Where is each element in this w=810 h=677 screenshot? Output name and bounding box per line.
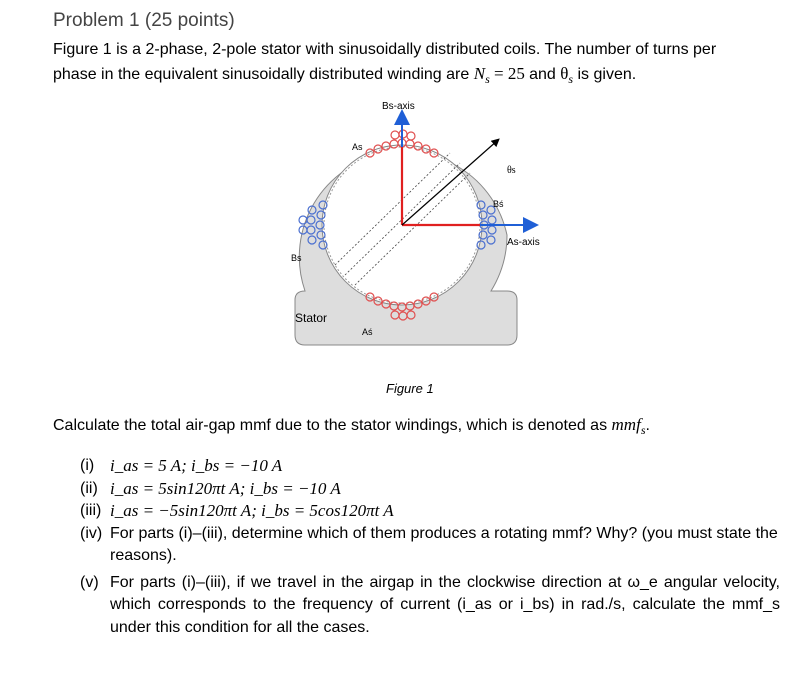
question-item-ii: (ii) i_as = 5sin120πt A; i_bs = −10 A <box>80 478 341 498</box>
label-stator: Stator <box>295 311 328 325</box>
label-as-bottom: Aś <box>362 327 373 337</box>
label-as-axis: As-axis <box>507 237 540 248</box>
figure-caption: Figure 1 <box>386 381 434 396</box>
problem-intro <box>53 38 783 91</box>
label-bs-right: Bś <box>493 199 504 209</box>
question-item-v: (v) For parts (i)–(iii), if we travel in the airgap in the clockwise direction at ω_e angular velocity, which corresponds to the frequency of current (i_as or i_bs) in rad./s, calculate the mmf_s under this condition for all the cases. <box>80 573 780 636</box>
calc-statement: Calculate the total air-gap mmf due to the stator windings, which is denoted as mmf$_s$. <box>53 415 650 438</box>
intro-line-2: phase in the equivalent sinusoidally distributed winding are $N_s = 25$ and $\theta_s$ is given. <box>53 64 637 87</box>
problem-title: Problem 1 (25 points) <box>53 10 235 31</box>
label-bs-axis: Bs-axis <box>382 101 415 112</box>
label-bs-left: Bs <box>291 253 302 263</box>
question-item-iii: (iii) i_as = −5sin120πt A; i_bs = 5cos120πt A <box>80 501 394 520</box>
question-item-i: (i) i_as = 5 A; i_bs = −10 A <box>80 456 283 475</box>
intro-line-1: Figure 1 is a 2-phase, 2-pole stator with sinusoidally distributed coils. The number of turns per <box>53 41 717 58</box>
label-as-top: As <box>352 142 363 152</box>
label-theta: θs <box>507 165 516 176</box>
stator-figure <box>285 95 540 355</box>
question-list <box>80 455 780 639</box>
question-item-iv: (iv) For parts (i)–(iii), determine which of them produces a rotating mmf? Why? (you must state the reasons). <box>80 524 778 564</box>
